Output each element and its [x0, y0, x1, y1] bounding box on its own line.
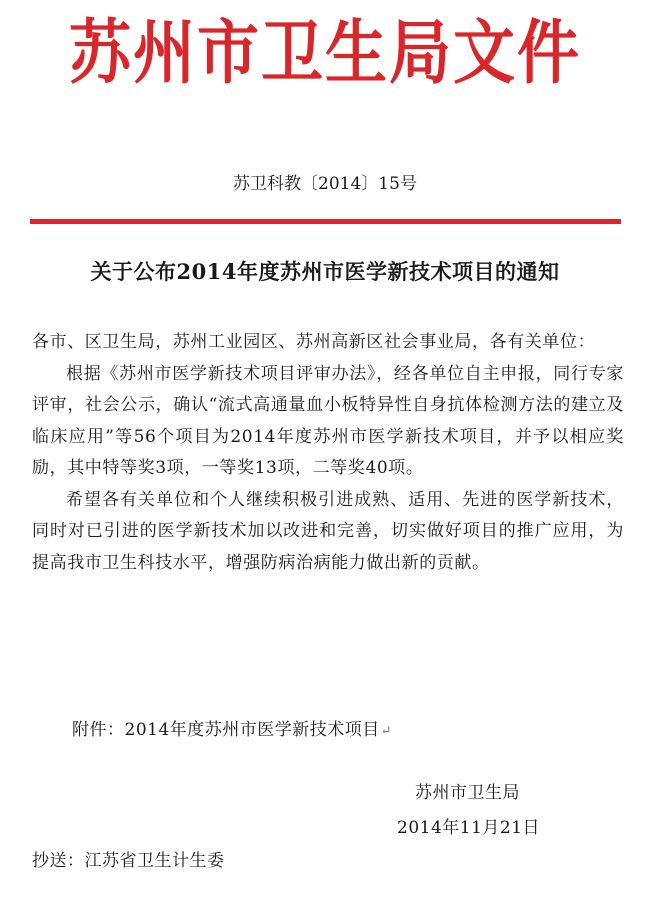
addressee-line: 各市、区卫生局，苏州工业园区、苏州高新区社会事业局，各有关单位：	[32, 332, 596, 352]
notice-title: 关于公布2014年度苏州市医学新技术项目的通知	[90, 259, 560, 284]
attachment-text: 附件：2014年度苏州市医学新技术项目	[72, 720, 380, 740]
body-paragraph-2: 希望各有关单位和个人继续积极引进成熟、适用、先进的医学新技术，同时对已引进的医学新技术加以改进和完善，切实做好项目的推广应用，为提高我市卫生科技水平，增强防病治病能力做出新的贡献。	[32, 489, 624, 573]
notice-body	[32, 327, 624, 579]
document-number: 苏卫科教〔2014〕15号	[233, 174, 417, 194]
signature-organization: 苏州市卫生局	[415, 783, 520, 803]
signature-date: 2014年11月21日	[397, 818, 541, 838]
attachment-line	[72, 716, 392, 746]
cc-line: 抄送：江苏省卫生计生委	[32, 851, 225, 871]
header-divider-line	[30, 219, 621, 224]
body-paragraph-1: 根据《苏州市医学新技术项目评审办法》，经各单位自主申报，同行专家评审，社会公示，确认“流式高通量血小板特异性自身抗体检测方法的建立及临床应用”等56个项目为2014年度苏州市医学新技术项目，并予以相应奖励，其中特等奖3项，一等奖13项，二等奖40项。	[32, 363, 624, 478]
paragraph-return-icon: ↵	[380, 724, 393, 739]
document-header-title: 苏州市卫生局文件	[68, 11, 581, 94]
